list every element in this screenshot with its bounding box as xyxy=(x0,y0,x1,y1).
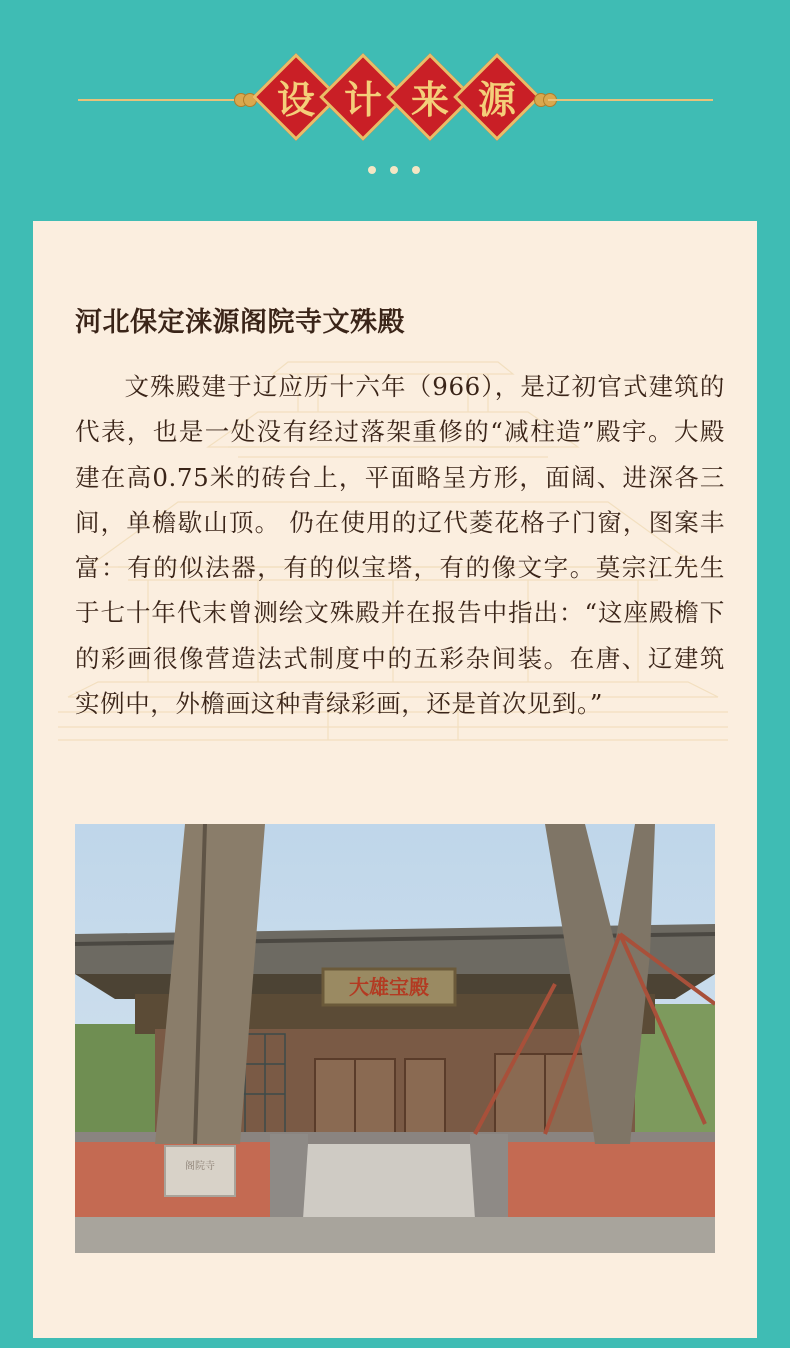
title-char: 来 xyxy=(410,77,449,122)
header-line-left xyxy=(78,99,243,101)
title-char: 源 xyxy=(477,77,516,122)
dot xyxy=(412,166,420,174)
header-line-right xyxy=(548,99,713,101)
article-body-text: 文殊殿建于辽应历十六年（966），是辽初官式建筑的代表，也是一处没有经过落架重修的“减柱造”殿宇。大殿建在高0.75米的砖台上，平面略呈方形，面阔、进深各三间，单檐歇山顶。 仍在使用的辽代菱花格子门窗，图案丰富：有的似法器，有的似宝塔，有的像文字。莫宗江先生于七十年代末曾测绘文殊殿并在报告中指出：“这座殿檐下的彩画很像营造法式制度中的五彩杂间装。在唐、辽建筑实例中，外檐画这种青绿彩画，还是首次见到。” xyxy=(75,372,725,719)
title-char: 计 xyxy=(343,77,382,122)
section-header xyxy=(0,0,790,200)
header-title xyxy=(258,62,534,138)
title-char: 设 xyxy=(276,77,315,122)
temple-photo xyxy=(75,824,715,1253)
article-title: 河北保定涞源阁院寺文殊殿 xyxy=(75,307,405,338)
article-body xyxy=(75,364,725,726)
ellipsis-dots xyxy=(368,166,424,174)
dot xyxy=(390,166,398,174)
dot xyxy=(368,166,376,174)
photo-stele-text: 阁院寺 xyxy=(185,1161,215,1172)
photo-plaque: 大雄宝殿 xyxy=(349,975,429,999)
